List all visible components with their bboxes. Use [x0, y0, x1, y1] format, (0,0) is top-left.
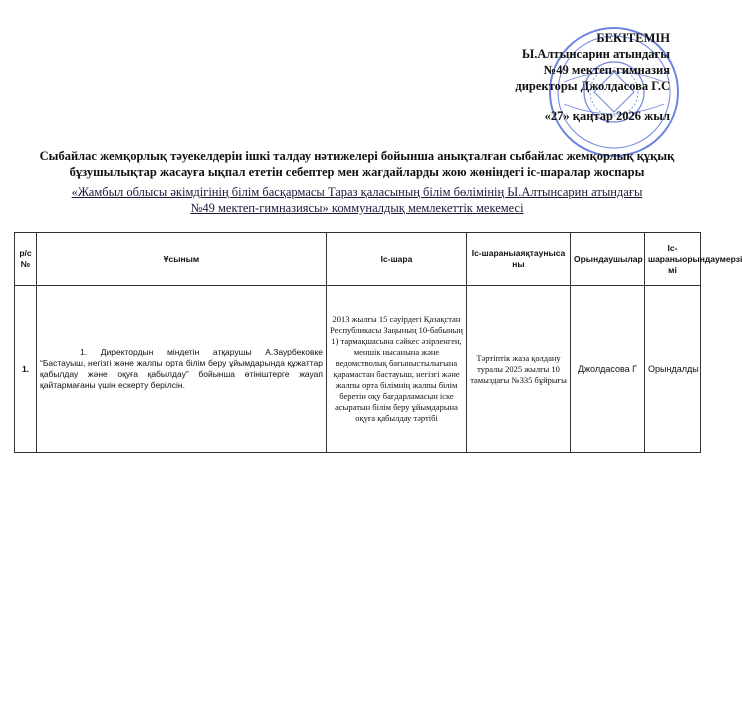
row-proposal-num: 1.	[80, 347, 88, 357]
header-status: Іс-шараныорындаумерзі мі	[645, 233, 701, 286]
header-num: р/с №	[15, 233, 37, 286]
header-executor: Орындаушылар	[571, 233, 645, 286]
approval-school-name: Ы.Алтынсарин атындағы	[521, 47, 670, 61]
approval-heading: БЕКІТЕМІН	[596, 31, 670, 45]
approval-director: директоры Джолдасова Г.С	[515, 79, 670, 93]
row-executor: Джолдасова Г	[571, 286, 645, 453]
approval-school-number: №49 мектеп-гимназия	[543, 63, 670, 77]
row-proposal-text: Директордын міндетін атқарушы А.Заурбековке “Бастауыш, негізгі және жалпы орта білім беру ұйымдарында құжаттар қабылдау және оқуға қабылдау” бойынша өтініштерге жауап қайтармағаны үшін ескерту берілсін.	[40, 347, 323, 390]
header-action: Іс-шара	[327, 233, 467, 286]
row-action: 2013 жылғы 15 сәуірдегі Қазақстан Республикасы Заңының 10-бабының 1) тармақшасына сәйкес әзірленген, меншік нысанына және ведомстволық бағыныстылығына қарамастан бастауыш, негізгі және жалпы орта білімнің жалпы білім беретін оқу бағдарламасын іске асыратын білім беру ұйымдарына оқуға қабылдау тәртібі	[327, 286, 467, 453]
row-num: 1.	[15, 286, 37, 453]
row-status: Орындалды	[645, 286, 701, 453]
approval-date: «27» қаңтар 2026 жыл	[544, 109, 670, 123]
action-plan-table	[14, 232, 742, 453]
row-proposal	[37, 286, 327, 453]
row-form: Тәртіптік жаза қолдану туралы 2025 жылғы 10 тамыздағы №335 бұйрығы	[467, 286, 571, 453]
header-form: Іс-шараныаяқтауныса ны	[467, 233, 571, 286]
approval-block	[480, 30, 670, 124]
table-row	[15, 286, 701, 453]
document-title: Сыбайлас жемқорлық тәуекелдерін ішкі талдау нәтижелері бойынша анықталған сыбайлас жемқорлық құқық бұзушылықтар жасауға ықпал ететін себептер мен жағдайларды жою жөніндегі іс-шаралар жоспары	[39, 149, 675, 179]
header-proposal: Ұсыным	[37, 233, 327, 286]
document-subtitle: «Жамбыл облысы әкімдігінің білім басқармасы Тараз қаласының білім бөлімінің Ы.Алтынсарин атындағы №49 мектеп-гимназиясы» коммуналдық мемлекеттік мекемесі	[71, 185, 643, 215]
table-header-row	[15, 233, 701, 286]
